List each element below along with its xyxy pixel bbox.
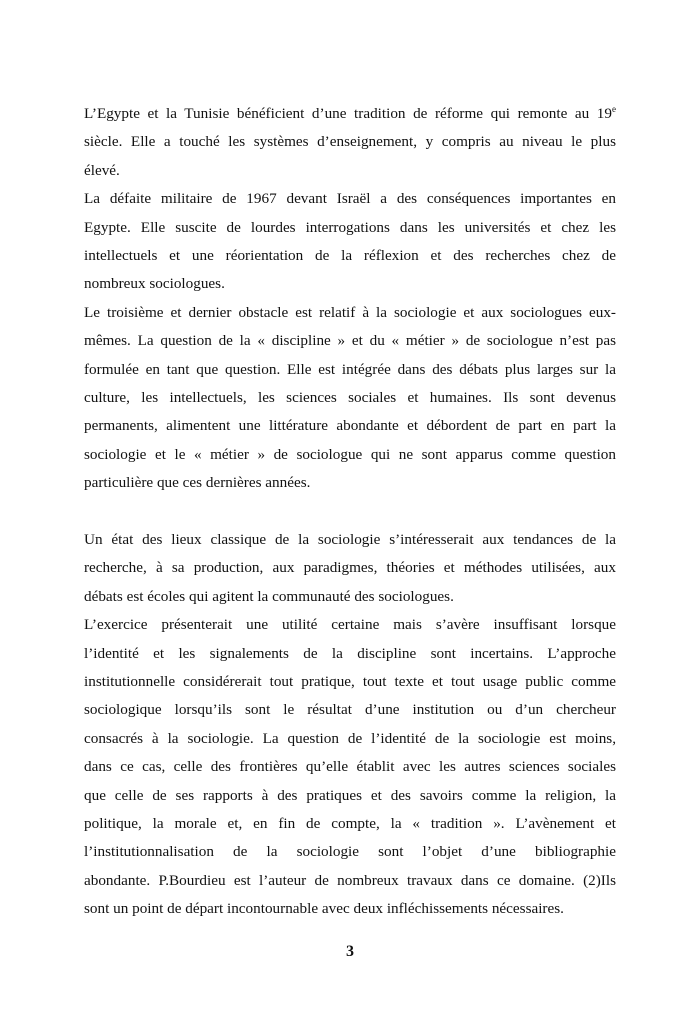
line-text: débats est écoles qui agitent la communauté des sociologues. <box>84 587 454 605</box>
line-text: particulière que ces dernières années. <box>84 474 311 492</box>
line-text: culture, les intellectuels, les sciences sociales et humaines. Ils sont devenus <box>84 389 616 406</box>
superscript: e <box>612 104 616 114</box>
paragraph-1-line <box>84 473 616 493</box>
line-text: l’institutionnalisation de la sociologie sont l’objet d’une bibliographie <box>84 843 616 861</box>
line-text: institutionnelle considérerait tout pratique, tout texte et tout usage public comme <box>84 673 616 690</box>
paragraph-2-line <box>84 700 616 720</box>
line-text: sociologique lorsqu’ils sont le résultat d’une institution ou d’un chercheur <box>84 701 616 719</box>
line-text: intellectuels et une réorientation de la réflexion et des recherches chez de <box>84 247 616 264</box>
paragraph-1-line <box>84 104 616 124</box>
line-text: politique, la morale et, en fin de compte, la « tradition ». L’avènement et <box>84 815 616 832</box>
paragraph-1-line <box>84 303 616 323</box>
line-text: sociologie et le « métier » de sociologue qui ne sont apparus comme question <box>84 445 616 463</box>
line-text: que celle de ses rapports à des pratiques et des savoirs comme la religion, la <box>84 786 616 804</box>
paragraph-2-line <box>84 672 616 692</box>
line-text: permanents, alimentent une littérature abondante et débordent de part en part la <box>84 417 616 435</box>
paragraph-2-line <box>84 644 616 664</box>
line-text: La défaite militaire de 1967 devant Israël a des conséquences importantes en <box>84 190 616 208</box>
line-text: siècle. Elle a touché les systèmes d’enseignement, y compris au niveau le plus <box>84 133 616 151</box>
paragraph-1-line <box>84 445 616 465</box>
paragraph-1-line <box>84 416 616 436</box>
line-text: l’identité et les signalements de la discipline sont incertains. L’approche <box>84 644 616 662</box>
paragraph-2-line <box>84 842 616 862</box>
line-text: Egypte. Elle suscite de lourdes interrogations dans les universités et chez les <box>84 218 616 236</box>
paragraph-2-line <box>84 558 616 578</box>
line-text: Le troisième et dernier obstacle est relatif à la sociologie et aux sociologues eux- <box>84 303 616 321</box>
paragraph-1-line <box>84 274 616 294</box>
line-text: sont un point de départ incontournable avec deux infléchissements nécessaires. <box>84 900 564 918</box>
paragraph-2-line <box>84 899 616 919</box>
paragraph-2-line <box>84 814 616 834</box>
page-number: 3 <box>346 943 354 960</box>
paragraph-1-line <box>84 331 616 351</box>
paragraph-1-line <box>84 189 616 209</box>
line-text: Un état des lieux classique de la sociologie s’intéresserait aux tendances de la <box>84 531 616 548</box>
paragraph-1-line <box>84 132 616 152</box>
line-text: L’Egypte et la Tunisie bénéficient d’une tradition de réforme qui remonte au 19 <box>84 105 612 122</box>
paragraph-2-line <box>84 786 616 806</box>
paragraph-1-line <box>84 360 616 380</box>
line-text: mêmes. La question de la « discipline » et du « métier » de sociologue n’est pas <box>84 332 616 350</box>
paragraph-2-line <box>84 587 616 607</box>
line-text: L’exercice présenterait une utilité certaine mais s’avère insuffisant lorsque <box>84 616 616 634</box>
line-text: abondante. P.Bourdieu est l’auteur de nombreux travaux dans ce domaine. (2)Ils <box>84 871 616 889</box>
paragraph-1-line <box>84 388 616 408</box>
paragraph-2-line <box>84 729 616 749</box>
line-text: dans ce cas, celle des frontières qu’elle établit avec les autres sciences sociales <box>84 758 616 776</box>
line-text: élevé. <box>84 161 120 179</box>
line-text: nombreux sociologues. <box>84 275 225 293</box>
paragraph-2-line <box>84 871 616 891</box>
paragraph-1-line <box>84 218 616 238</box>
line-text: formulée en tant que question. Elle est intégrée dans des débats plus larges sur la <box>84 360 616 378</box>
paragraph-2-line <box>84 757 616 777</box>
line-text: recherche, à sa production, aux paradigmes, théories et méthodes utilisées, aux <box>84 559 616 577</box>
line-text: consacrés à la sociologie. La question de l’identité de la sociologie est moins, <box>84 729 616 747</box>
paragraph-1-line <box>84 161 616 181</box>
paragraph-2-line <box>84 615 616 635</box>
paragraph-1-line <box>84 246 616 266</box>
paragraph-2-line <box>84 530 616 550</box>
